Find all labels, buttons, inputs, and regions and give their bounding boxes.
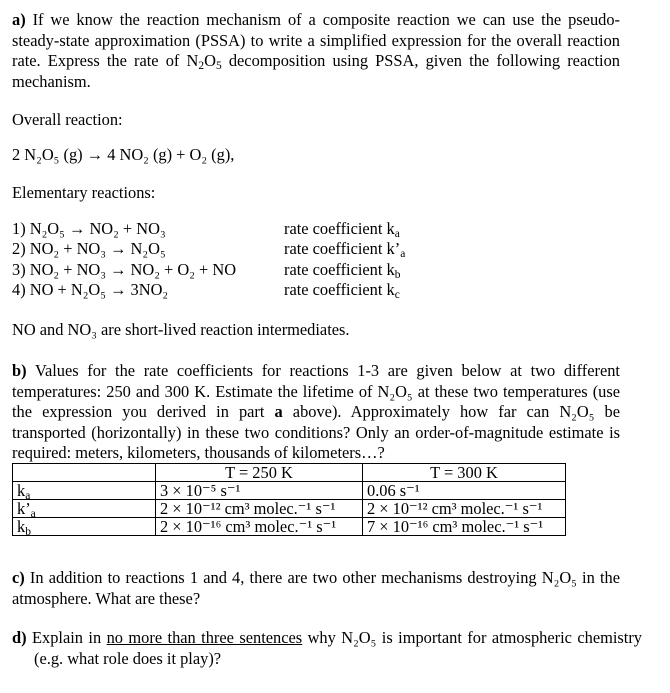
part-d-text-2: why N₂O₅ is important for atmospheric chemistry (e.g. what role does it play)?: [34, 628, 642, 668]
part-a-label: a): [12, 10, 26, 29]
table-cell-300k: 7 × 10⁻¹⁶ cm³ molec.⁻¹ s⁻¹: [363, 518, 566, 536]
reaction-row: [12, 239, 652, 259]
table-cell-250k: 2 × 10⁻¹² cm³ molec.⁻¹ s⁻¹: [156, 500, 363, 518]
table-header-cell: T = 300 K: [363, 464, 566, 482]
part-c-label: c): [12, 568, 25, 587]
table-row-label: $k’_a$: [13, 500, 156, 518]
table-header-cell: [13, 464, 156, 482]
part-a-text-2: decomposition using PSSA, given the following reaction mechanism.: [12, 51, 620, 91]
reaction-row: [12, 219, 652, 239]
part-c-paragraph: [12, 568, 620, 609]
part-a-text-1: If we know the reaction mechanism of a composite reaction we can use the pseudo-steady-state approximation (PSSA) to write a simplified expression for the overall reaction rate. Express the rate of N: [12, 10, 620, 70]
rate-coefficient-label: rate coefficient $k_b$: [284, 259, 401, 281]
table-row: [13, 518, 566, 536]
reaction-row: [12, 260, 652, 280]
table-cell-300k: 0.06 s⁻¹: [363, 482, 566, 500]
elementary-label: Elementary reactions:: [12, 183, 156, 202]
reaction-equation: 3) NO₂ + NO₃ → NO₂ + O₂ + NO: [12, 259, 237, 279]
part-a-paragraph: a) If we know the reaction mechanism of a composite reaction we can use the pseudo-steady-state approximation (PSSA) to write a simplified expression for the overall reaction rate. Express the rate of $N_2O_5$ decomposition using PSSA, given the following reaction mechanism.: [12, 10, 620, 91]
part-b-text-2: above). Approximately how far can N₂O₅ be transported (horizontally) in these two conditions? Only an order-of-magnitude estimate is required: meters, kilometers, thousands of kilometers…?: [12, 402, 620, 462]
rate-coefficient-label: rate coefficient $k_a$: [284, 219, 400, 240]
overall-label: Overall reaction:: [12, 110, 123, 129]
part-d-label: d): [12, 628, 27, 647]
part-b-label: b): [12, 361, 27, 380]
table-row: [13, 482, 566, 500]
table-header-cell: T = 250 K: [156, 464, 363, 482]
table-header-row: [13, 464, 566, 482]
part-b-paragraph: [12, 361, 620, 464]
table-row-label: $k_b$: [13, 518, 156, 536]
table-cell-300k: 2 × 10⁻¹² cm³ molec.⁻¹ s⁻¹: [363, 500, 566, 518]
table-row: [13, 500, 566, 518]
part-d-paragraph: [12, 628, 642, 669]
table-cell-250k: 2 × 10⁻¹⁶ cm³ molec.⁻¹ s⁻¹: [156, 518, 363, 536]
reaction-equation: 4) NO + N₂O₅ → 3NO₂: [12, 279, 169, 299]
table-cell-250k: 3 × 10⁻⁵ s⁻¹: [156, 482, 363, 500]
reaction-equation: 1) N₂O₅ → NO₂ + NO₃: [12, 219, 166, 238]
table-row-label: $k_a$: [13, 482, 156, 500]
rate-coefficient-label: rate coefficient $k’_a$: [284, 239, 406, 261]
rate-coefficient-label: rate coefficient $k_c$: [284, 279, 400, 301]
part-d-underlined: no more than three sentences: [106, 628, 303, 647]
elementary-reactions: [12, 219, 652, 300]
part-c-text: In addition to reactions 1 and 4, there are two other mechanisms destroying N₂O₅ in the atmosphere. What are these?: [12, 568, 620, 608]
part-b-bold-a: a: [274, 402, 283, 421]
reaction-equation: 2) NO₂ + NO₃ → N₂O₅: [12, 239, 166, 259]
part-d-text-1: Explain in: [32, 628, 107, 647]
reaction-row: [12, 280, 652, 300]
intermediates-note: NO and NO₃ are short-lived reaction intermediates.: [12, 320, 350, 339]
overall-reaction: 2 N₂O₅ (g) → 4 NO₂ (g) + O₂ (g),: [12, 145, 235, 164]
rate-coefficient-table: [12, 463, 566, 536]
part-b-text-1: Values for the rate coefficients for reactions 1-3 are given below at two different temperatures: 250 and 300 K. Estimate the lifetime of N₂O₅ at these two temperatures (use the expression you derived in part: [12, 361, 620, 421]
